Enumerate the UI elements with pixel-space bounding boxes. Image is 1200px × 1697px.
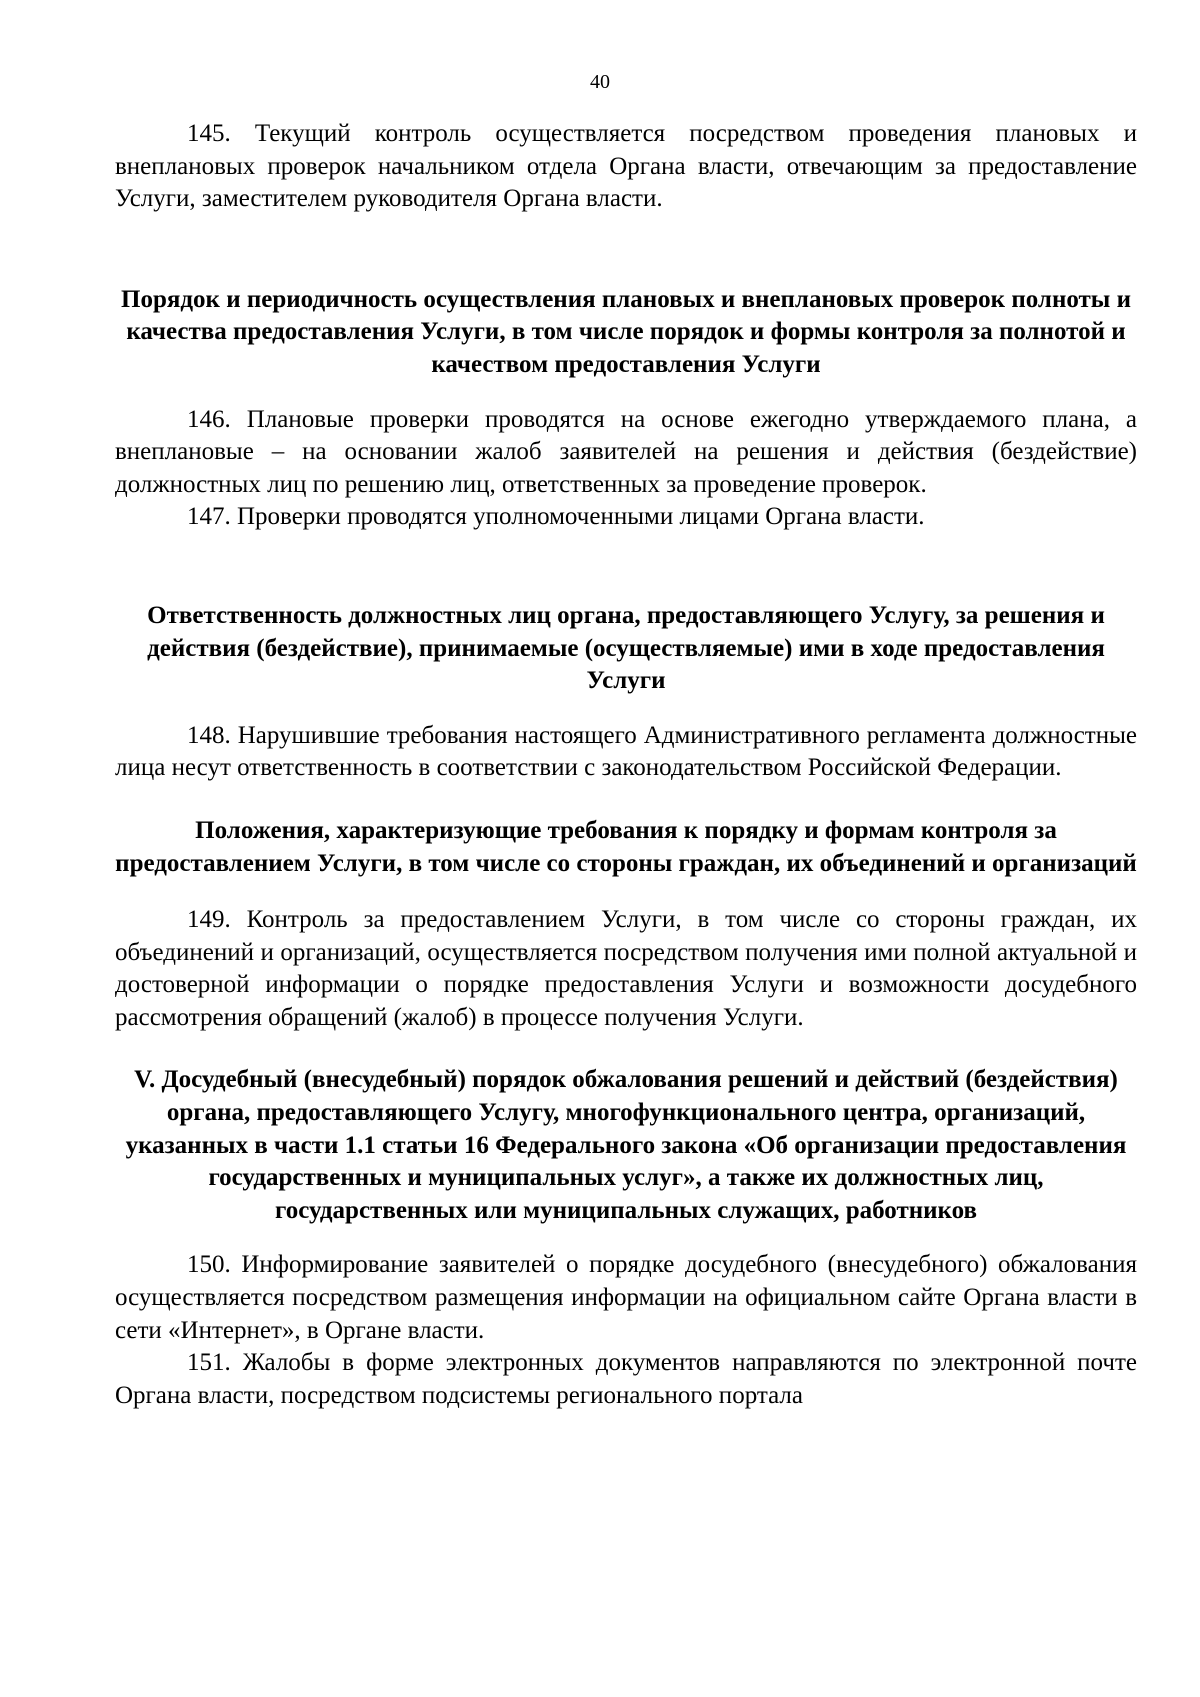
paragraph-146: 146. Плановые проверки проводятся на основе ежегодно утверждаемого плана, а внеплановые – на основании жалоб заявителей на решения и действия (бездействие) должностных лиц по решению лиц, ответственных за проведение проверок.: [115, 405, 1137, 498]
document-body: [115, 118, 1137, 1412]
section-heading-responsibility: Ответственность должностных лиц органа, предоставляющего Услугу, за решения и действия (бездействие), принимаемые (осуществляемые) ими в ходе предоставления Услуги: [147, 601, 1105, 695]
section-heading-inspections: Порядок и периодичность осуществления плановых и внеплановых проверок полноты и качества предоставления Услуги, в том числе порядок и формы контроля за полнотой и качеством предоставления Услуги: [121, 285, 1131, 378]
paragraph-149: 149. Контроль за предоставлением Услуги, в том числе со стороны граждан, их объединений и организаций, осуществляется посредством получения ими полной актуальной и достоверной информации о порядке предоставления Услуги и возможности досудебного рассмотрения обращений (жалоб) в процессе получения Услуги.: [115, 906, 1137, 1031]
section-heading-control-provisions: Положения, характеризующие требования к порядку и формам контроля за предоставлением Услуги, в том числе со стороны граждан, их объединений и организаций: [115, 816, 1137, 877]
page-number: 40: [590, 71, 610, 93]
spacer: [115, 1034, 1137, 1064]
spacer: [115, 880, 1137, 904]
paragraph-147: 147. Проверки проводятся уполномоченными лицами Органа власти.: [187, 503, 925, 531]
paragraph-151: 151. Жалобы в форме электронных документов направляются по электронной почте Органа власти, посредством подсистемы регионального портала: [115, 1349, 1137, 1409]
spacer: [115, 698, 1137, 720]
spacer: [115, 1227, 1137, 1249]
paragraph-150: 150. Информирование заявителей о порядке досудебного (внесудебного) обжалования осуществляется посредством размещения информации на официальном сайте Органа власти в сети «Интернет», в Органе власти.: [115, 1251, 1137, 1344]
spacer: [115, 216, 1137, 284]
paragraph-145: 145. Текущий контроль осуществляется посредством проведения плановых и внеплановых проверок начальником отдела Органа власти, отвечающим за предоставление Услуги, заместителем руководителя Органа власти.: [115, 120, 1137, 213]
spacer: [115, 785, 1137, 815]
spacer: [115, 534, 1137, 600]
paragraph-148: 148. Нарушившие требования настоящего Административного регламента должностные лица несут ответственность в соответствии с законодательством Российской Федерации.: [115, 721, 1137, 782]
section-heading-chapter-v: V. Досудебный (внесудебный) порядок обжалования решений и действий (бездействия) органа, предоставляющего Услугу, многофункционального центра, организаций, указанных в части 1.1 статьи 16 Федерального закона «Об организации предоставления государственных и муниципальных услуг», а также их должностных лиц, государственных или муниципальных служащих, работников: [125, 1066, 1127, 1224]
spacer: [115, 382, 1137, 404]
